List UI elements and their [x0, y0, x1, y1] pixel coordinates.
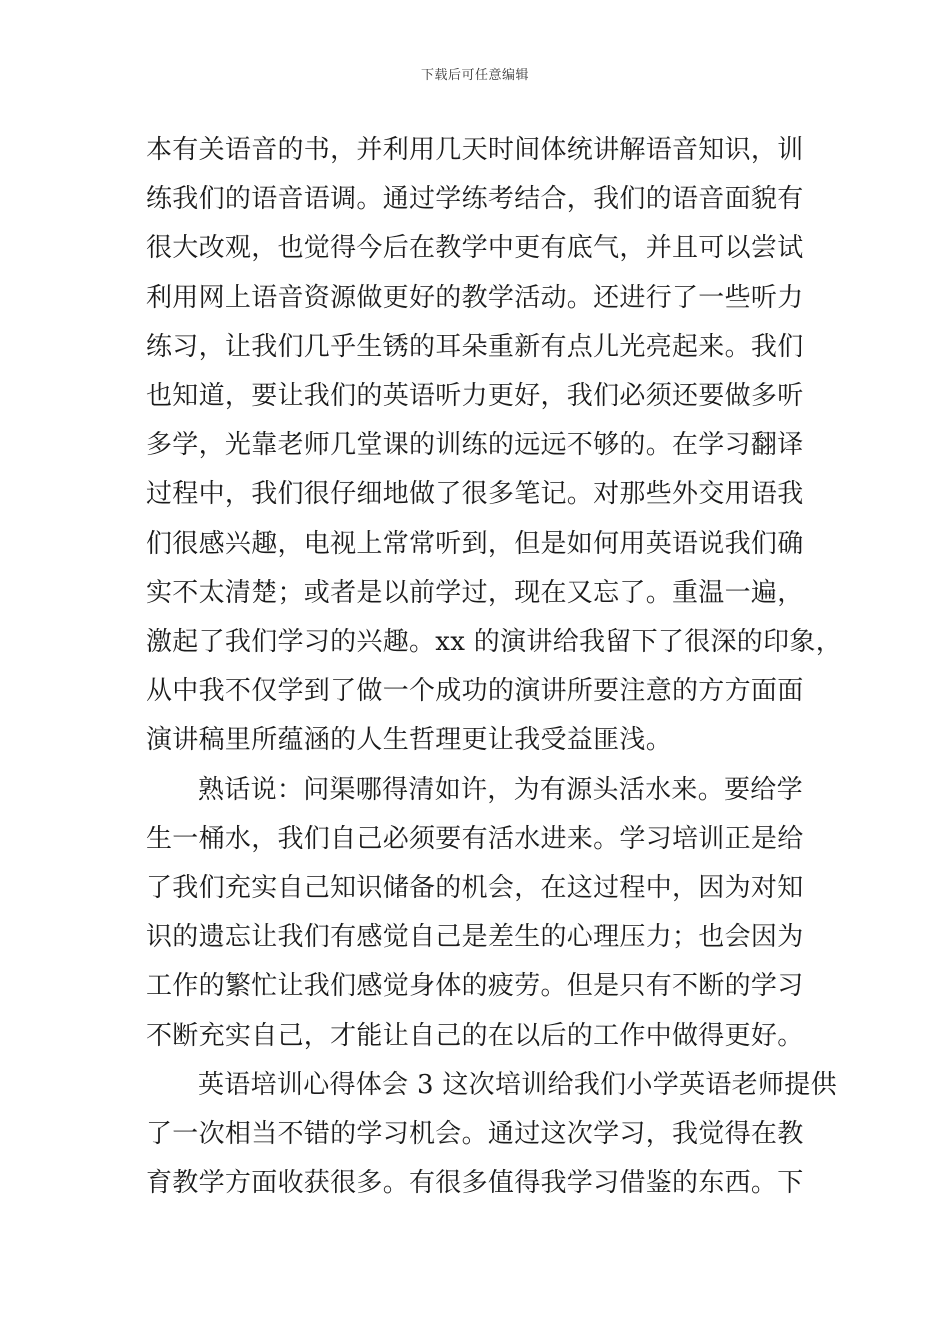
text-line: 从中我不仅学到了做一个成功的演讲所要注意的方方面面	[146, 676, 804, 707]
text-line: 很大改观，也觉得今后在教学中更有底气，并且可以尝试	[146, 233, 804, 264]
text-line: 也知道，要让我们的英语听力更好，我们必须还要做多听	[146, 381, 804, 412]
text-line: 多学，光靠老师几堂课的训练的远远不够的。在学习翻译	[146, 430, 804, 461]
text-line: 英语培训心得体会 3 这次培训给我们小学英语老师提供	[198, 1069, 837, 1100]
text-line: 了我们充实自己知识储备的机会，在这过程中，因为对知	[146, 873, 804, 904]
text-line: 演讲稿里所蕴涵的人生哲理更让我受益匪浅。	[146, 725, 673, 756]
text-line: 不断充实自己，才能让自己的在以后的工作中做得更好。	[146, 1020, 804, 1051]
paragraph-1	[146, 126, 842, 766]
text-line: 们很感兴趣，电视上常常听到，但是如何用英语说我们确	[146, 528, 804, 559]
paragraph-3	[146, 1061, 837, 1209]
paragraph-2	[146, 766, 806, 1061]
text-line: 了一次相当不错的学习机会。通过这次学习，我觉得在教	[146, 1119, 804, 1150]
document-body	[146, 126, 842, 1208]
text-line: 工作的繁忙让我们感觉身体的疲劳。但是只有不断的学习	[146, 971, 804, 1002]
text-line: 熟话说：问渠哪得清如许，为有源头活水来。要给学	[198, 774, 803, 805]
text-line: 过程中，我们很仔细地做了很多笔记。对那些外交用语我	[146, 479, 804, 510]
text-line: 育教学方面收获很多。有很多值得我学习借鉴的东西。下	[146, 1168, 804, 1199]
text-line: 利用网上语音资源做更好的教学活动。还进行了一些听力	[146, 282, 804, 313]
text-line: 实不太清楚；或者是以前学过，现在又忘了。重温一遍，	[146, 577, 804, 608]
text-line: 生一桶水，我们自己必须要有活水进来。学习培训正是给	[146, 823, 804, 854]
page-header: 下载后可任意编辑	[420, 68, 529, 83]
text-line: 本有关语音的书，并利用几天时间体统讲解语音知识，训	[146, 135, 804, 165]
text-line: 识的遗忘让我们有感觉自己是差生的心理压力；也会因为	[146, 922, 804, 953]
text-line: 练习，让我们几乎生锈的耳朵重新有点儿光亮起来。我们	[146, 331, 804, 362]
text-line: 练我们的语音语调。通过学练考结合，我们的语音面貌有	[146, 184, 804, 215]
text-line: 激起了我们学习的兴趣。xx 的演讲给我留下了很深的印象，	[146, 627, 842, 658]
